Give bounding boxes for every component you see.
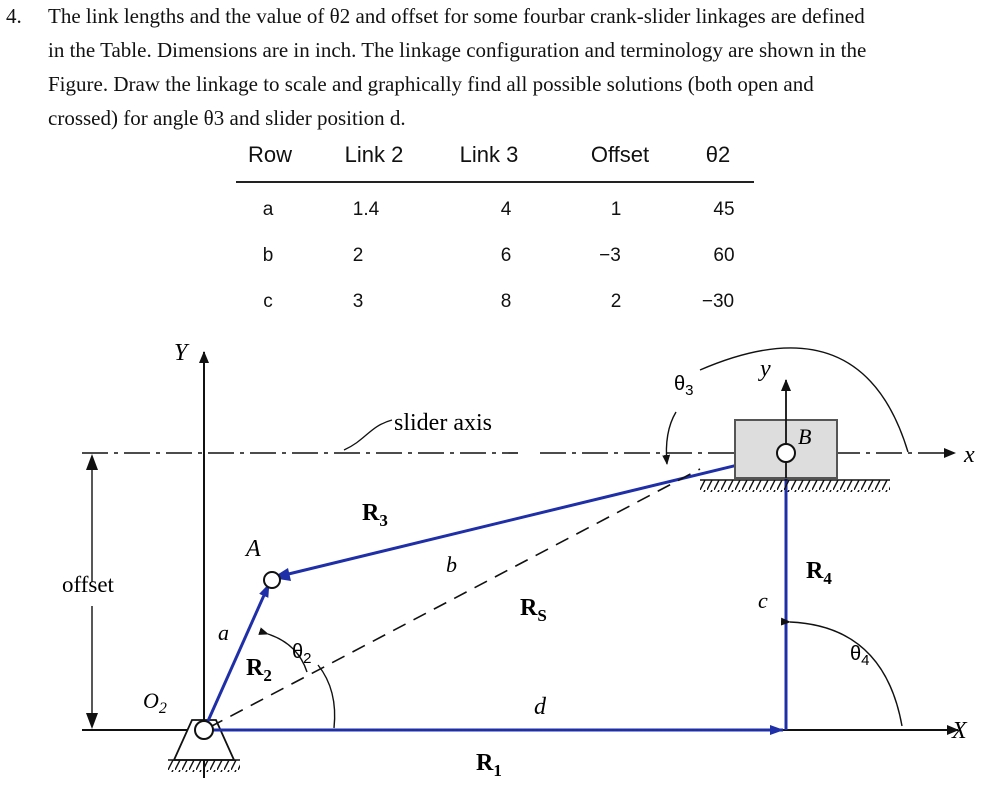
table-cell: 3 xyxy=(352,291,364,312)
problem-line-2: in the Table. Dimensions are in inch. The linkage configuration and terminology are shown in the xyxy=(48,38,867,62)
table-cell: 6 xyxy=(500,245,512,266)
offset-arrow-up xyxy=(86,454,98,470)
table-cell: 1.4 xyxy=(352,199,380,220)
table-header-link3: Link 3 xyxy=(459,142,519,167)
table-cell: 2 xyxy=(610,291,622,312)
theta2-label: $\theta_2$ xyxy=(292,641,312,667)
link-a-label: a xyxy=(218,620,229,645)
theta3-arrow xyxy=(666,412,676,464)
slider-y-label: y xyxy=(760,356,771,382)
r3-label: $R_3$ xyxy=(362,500,388,530)
table-header-link2: Link 2 xyxy=(344,142,404,167)
link-b-label: b xyxy=(446,552,457,577)
table-cell: c xyxy=(263,291,273,312)
o2-label: $O_2$ xyxy=(143,688,167,717)
table-header-row: Row xyxy=(247,142,293,167)
theta4-arc xyxy=(790,622,902,726)
slider-axis-label: slider axis xyxy=(394,410,492,436)
table-cell: 60 xyxy=(713,245,735,266)
theta3-label: $\theta_3$ xyxy=(674,373,694,399)
problem-line-1: The link lengths and the value of θ2 and offset for some fourbar crank-slider linkages are defined xyxy=(48,4,865,28)
theta4-label: $\theta_4$ xyxy=(850,643,870,669)
table-cell: 1 xyxy=(610,199,622,220)
joint-o2 xyxy=(195,721,213,739)
problem-line-3: Figure. Draw the linkage to scale and graphically find all possible solutions (both open and xyxy=(48,72,814,96)
table-cell: b xyxy=(262,245,274,266)
b-label: B xyxy=(798,424,812,449)
slider-x-label: x xyxy=(964,442,975,468)
link-d-label: d xyxy=(534,694,546,720)
a-point-label: A xyxy=(246,536,261,562)
rs-label: $R_S$ xyxy=(520,595,547,625)
slider-guide-hatch xyxy=(700,480,890,492)
table-cell: −30 xyxy=(701,291,735,312)
table-cell: 8 xyxy=(500,291,512,312)
problem-line-4: crossed) for angle θ3 and slider position d. xyxy=(48,106,406,130)
table-cell: 45 xyxy=(713,199,735,220)
theta-rs-arc xyxy=(318,665,335,728)
joint-b xyxy=(777,444,795,462)
table-cell: 4 xyxy=(500,199,512,220)
r1-label: $R_1$ xyxy=(476,750,502,780)
table-cell: −3 xyxy=(599,245,621,266)
vector-rs xyxy=(210,469,700,727)
link-c-label: c xyxy=(758,588,768,613)
x-axis-label: X xyxy=(952,718,967,744)
r2-label: $R_2$ xyxy=(246,655,272,685)
ground-hatch xyxy=(168,760,240,772)
offset-label: offset xyxy=(62,572,114,597)
vector-r3 xyxy=(272,455,779,578)
offset-arrow-down xyxy=(86,713,98,729)
table-header-offset: Offset xyxy=(590,142,650,167)
problem-number: 4. xyxy=(6,4,22,28)
table-header-theta2: θ2 xyxy=(705,142,731,167)
table-cell: a xyxy=(262,199,274,220)
table-cell: 2 xyxy=(352,245,364,266)
joint-a xyxy=(264,572,280,588)
y-axis-label: Y xyxy=(174,340,188,366)
slider-axis-leader xyxy=(344,420,392,450)
r4-label: $R_4$ xyxy=(806,558,832,588)
